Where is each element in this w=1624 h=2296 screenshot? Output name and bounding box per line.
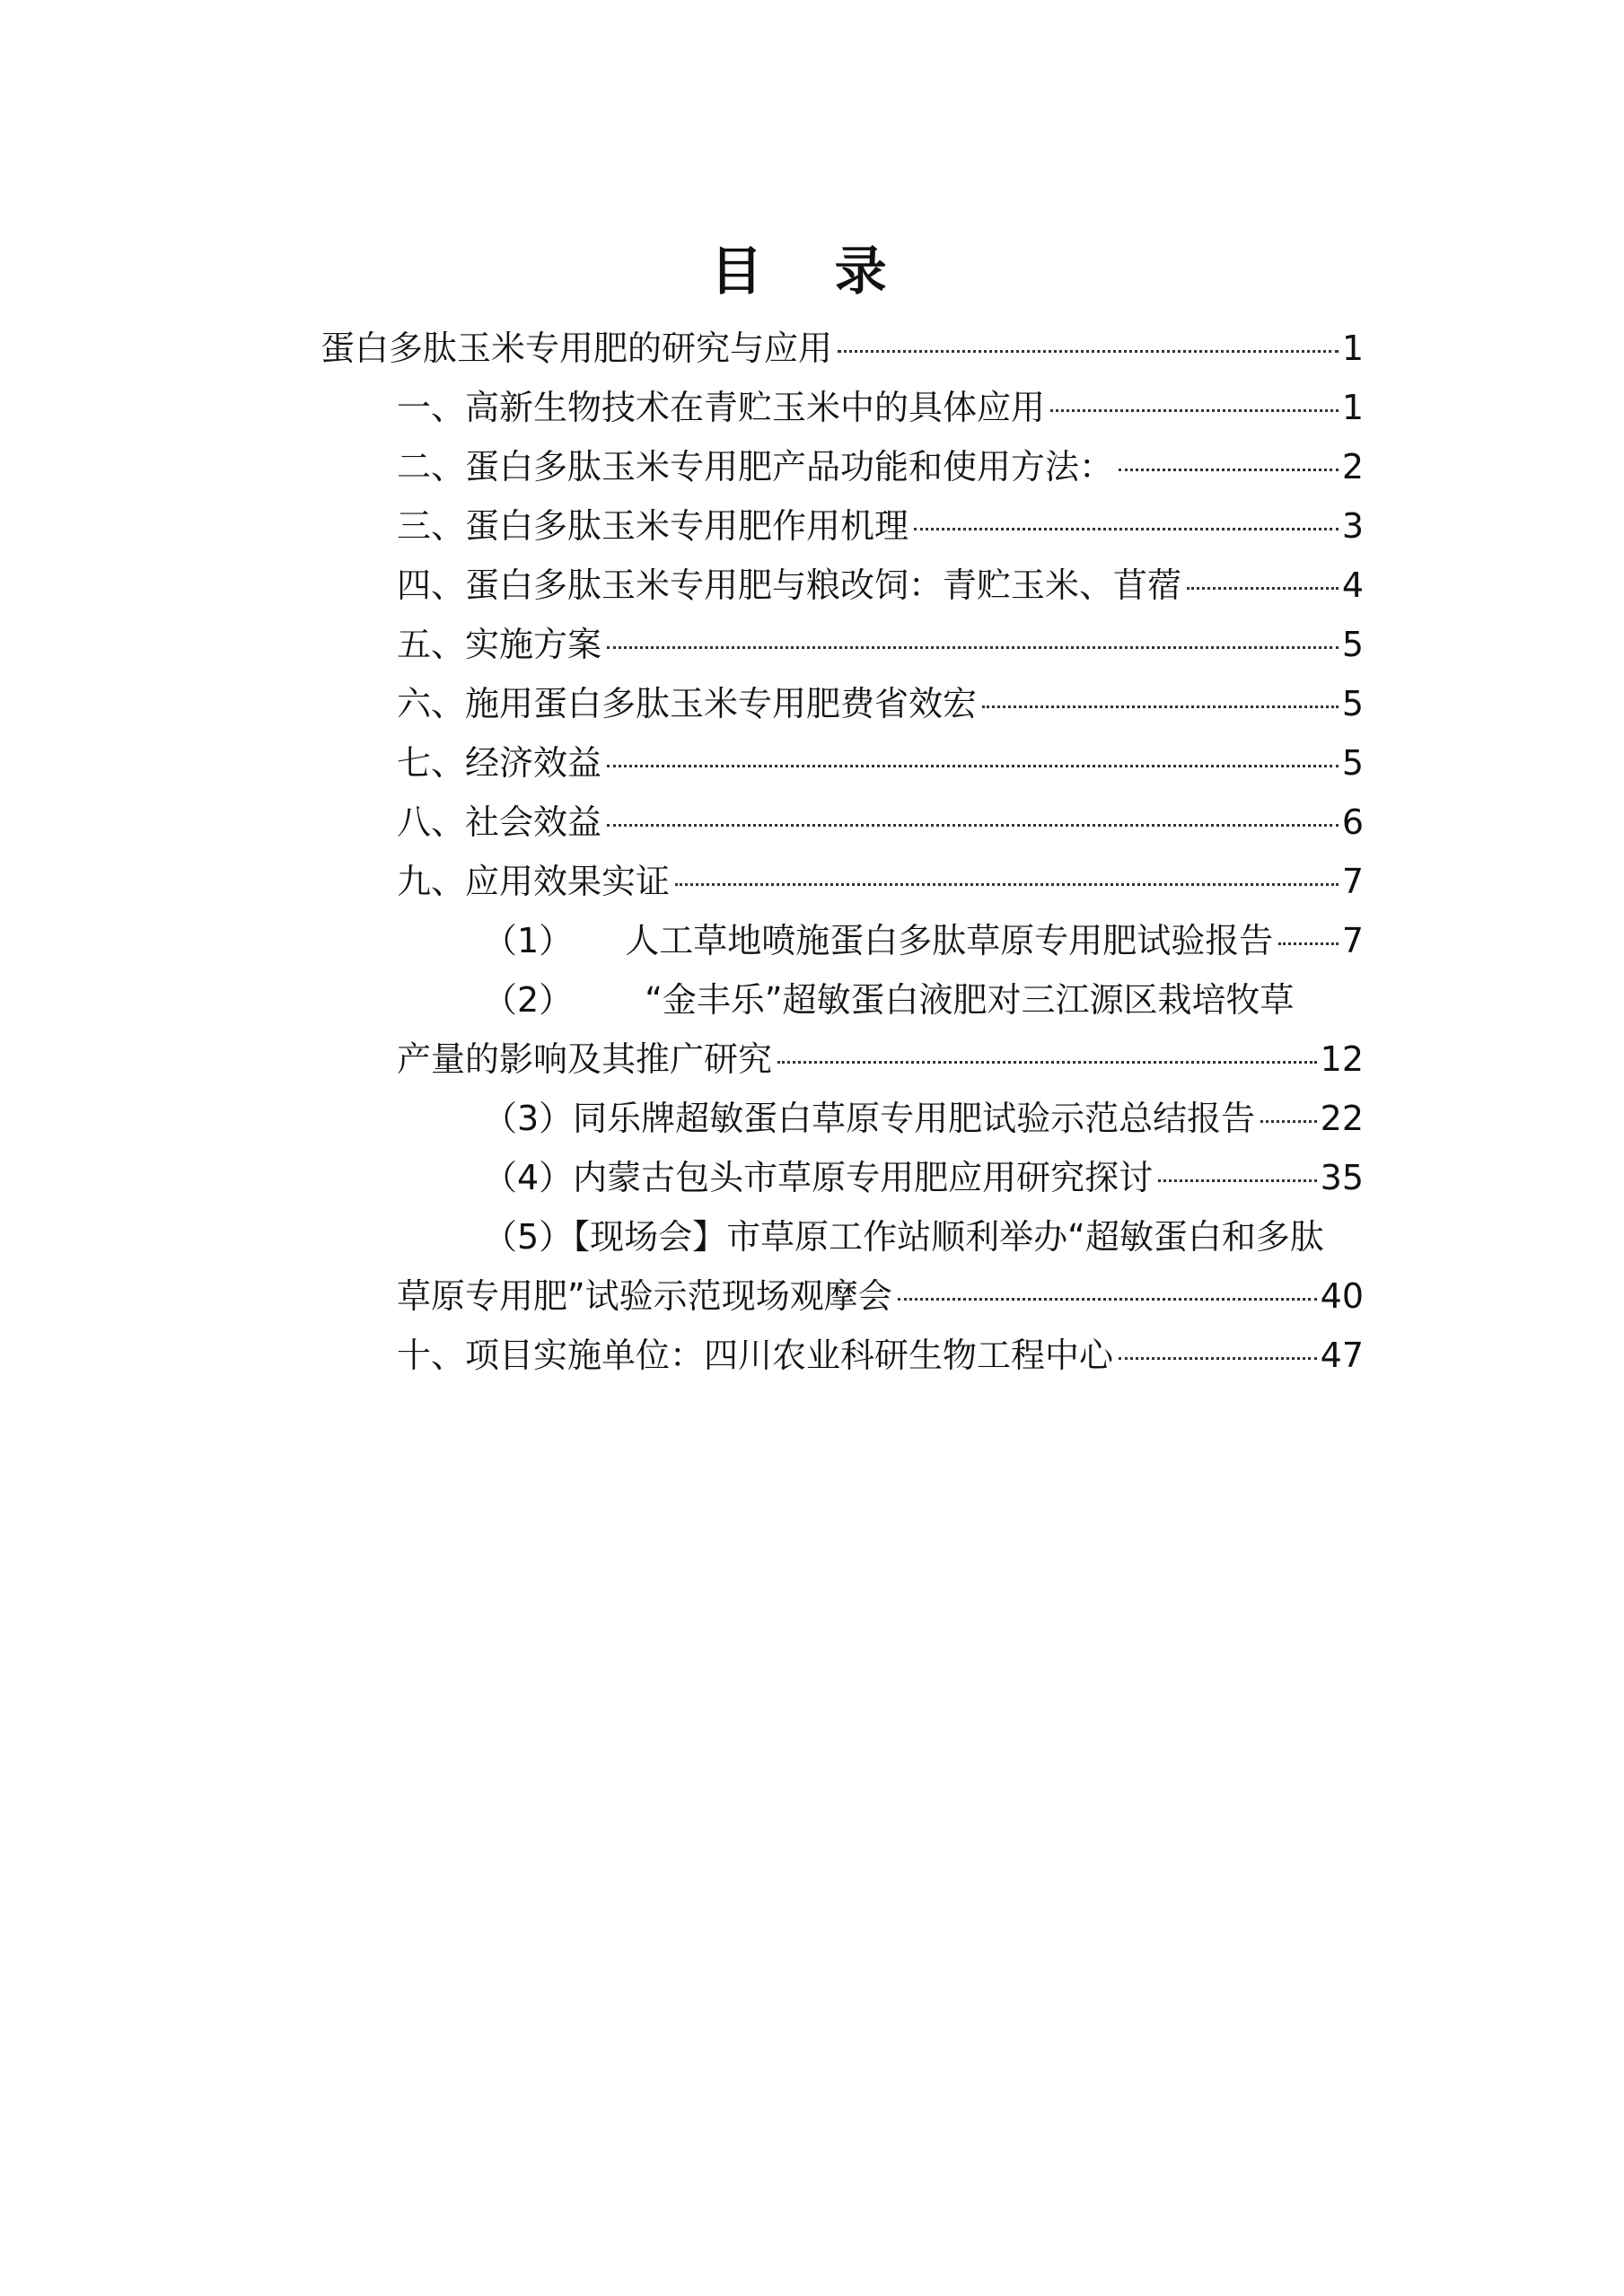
toc-entry[interactable] — [397, 1332, 1364, 1379]
toc-entry[interactable] — [320, 325, 1364, 372]
toc-entry-text: 八、社会效益 — [397, 802, 602, 842]
toc-entry-page: 40 — [1320, 1276, 1364, 1316]
toc-entry-page: 5 — [1341, 743, 1364, 783]
toc-entry[interactable] — [397, 1036, 1364, 1082]
toc-entry-page: 47 — [1320, 1336, 1364, 1375]
toc-entry-text: （3）同乐牌超敏蛋白草原专用肥试验示范总结报告 — [483, 1099, 1256, 1138]
toc-entry[interactable] — [397, 799, 1364, 846]
toc-entry[interactable] — [397, 503, 1364, 549]
toc-entry-page: 5 — [1341, 684, 1364, 723]
toc-entry-number: （1） — [483, 921, 574, 960]
toc-entry[interactable] — [397, 384, 1364, 431]
toc-leader-dots — [1119, 1357, 1317, 1360]
toc-leader-dots — [1278, 942, 1339, 945]
toc-entry-page: 35 — [1320, 1158, 1364, 1197]
toc-entry-text: 七、经济效益 — [397, 743, 602, 783]
toc-leader-dots — [607, 765, 1339, 767]
toc-entry[interactable] — [397, 858, 1364, 905]
toc-leader-dots — [1119, 469, 1339, 471]
toc-entry-text: 三、蛋白多肽玉米专用肥作用机理 — [397, 506, 909, 546]
toc-leader-dots — [838, 350, 1339, 353]
toc-leader-dots — [675, 883, 1339, 886]
toc-entry[interactable] — [397, 562, 1364, 609]
toc-leader-dots — [1260, 1120, 1316, 1123]
toc-entry[interactable] — [397, 443, 1364, 490]
toc-entry-text: 九、应用效果实证 — [397, 862, 671, 901]
toc-entry-text: “金丰乐”超敏蛋白液肥对三江源区栽培牧草 — [645, 980, 1295, 1020]
toc-leader-dots — [1187, 587, 1339, 590]
toc-leader-dots — [1158, 1179, 1316, 1182]
toc-entry-text: （4）内蒙古包头市草原专用肥应用研究探讨 — [483, 1158, 1154, 1197]
toc-entry-page: 22 — [1320, 1099, 1364, 1138]
toc-leader-dots — [607, 824, 1339, 827]
toc-entry-text: 产量的影响及其推广研究 — [397, 1039, 773, 1079]
toc-entry-text: 草原专用肥”试验示范现场观摩会 — [397, 1276, 892, 1316]
toc-entry-page: 3 — [1341, 506, 1364, 546]
toc-entry-page: 5 — [1341, 625, 1364, 664]
toc-entry-text: （5）【现场会】市草原工作站顺利举办“超敏蛋白和多肽 — [483, 1217, 1324, 1257]
toc-leader-dots — [914, 528, 1339, 530]
toc-entry-page: 6 — [1341, 802, 1364, 842]
toc-entry-text: 六、施用蛋白多肽玉米专用肥费省效宏 — [397, 684, 978, 723]
toc-entry-page: 7 — [1341, 862, 1364, 901]
toc-leader-dots — [777, 1061, 1317, 1064]
toc-entry[interactable] — [483, 917, 1364, 964]
toc-leader-dots — [898, 1298, 1317, 1301]
toc-entry-text: 人工草地喷施蛋白多肽草原专用肥试验报告 — [625, 921, 1274, 960]
toc-entry-text: 二、蛋白多肽玉米专用肥产品功能和使用方法： — [397, 447, 1114, 486]
toc-entry-number: （2） — [483, 980, 574, 1020]
toc-entry-page: 1 — [1341, 329, 1364, 368]
toc-entry-text: 一、高新生物技术在青贮玉米中的具体应用 — [397, 388, 1046, 427]
toc-entry-text: 四、蛋白多肽玉米专用肥与粮改饲：青贮玉米、苜蓿 — [397, 565, 1182, 605]
toc-title: 目 录 — [710, 241, 914, 302]
toc-entry[interactable] — [397, 740, 1364, 786]
toc-entry[interactable] — [483, 1154, 1364, 1201]
toc-entry[interactable] — [397, 680, 1364, 727]
toc-entry[interactable] — [397, 1273, 1364, 1319]
toc-entry-page: 2 — [1341, 447, 1364, 486]
toc-entry-line1[interactable] — [483, 1214, 1324, 1260]
toc-entry-page: 4 — [1341, 565, 1364, 605]
toc-entry[interactable] — [483, 1095, 1364, 1142]
toc-entry[interactable] — [397, 621, 1364, 668]
toc-leader-dots — [607, 646, 1339, 649]
toc-entry-text: 五、实施方案 — [397, 625, 602, 664]
toc-leader-dots — [1050, 409, 1339, 412]
toc-entry-text: 十、项目实施单位：四川农业科研生物工程中心 — [397, 1336, 1114, 1375]
toc-entry-line1[interactable] — [483, 977, 1295, 1023]
toc-entry-page: 7 — [1341, 921, 1364, 960]
toc-entry-text: 蛋白多肽玉米专用肥的研究与应用 — [320, 329, 833, 368]
toc-leader-dots — [982, 705, 1339, 708]
toc-entry-page: 12 — [1320, 1039, 1364, 1079]
toc-entry-page: 1 — [1341, 388, 1364, 427]
